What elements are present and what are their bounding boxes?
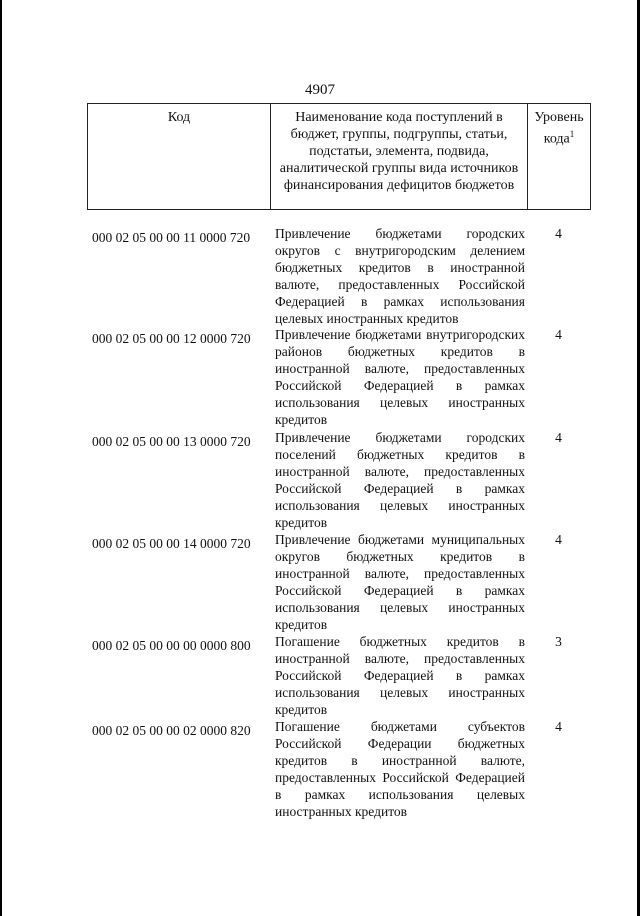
table-row [92,225,592,326]
row-level: 4 [555,327,562,342]
page-number: 4907 [305,82,335,98]
row-name: Привлечение бюджетами городских округов с внутригородским делением бюджетных кредитов в иностранной валюте, предоставленных Российской Федерацией в рамках использования целевых иностранных кредитов [275,226,525,326]
table-row [92,718,592,820]
header-level-footnote: 1 [569,129,575,139]
table-row [92,531,592,633]
header-level-label: Уровень кода [534,110,584,147]
row-level: 4 [555,226,562,241]
row-code: 000 02 05 00 00 12 0000 720 [92,331,251,346]
row-level: 4 [555,532,562,547]
row-name: Погашение бюджетами субъектов Российской Федерации бюджетных кредитов в иностранной валюте, предоставленных Российской Федерацией в рамках использования целевых иностранных кредитов [275,719,525,819]
row-level: 3 [555,634,562,649]
row-name: Привлечение бюджетами городских поселений бюджетных кредитов в иностранной валюте, предоставленных Российской Федерацией в рамках использования целевых иностранных кредитов [275,430,525,530]
row-level: 4 [555,719,562,734]
row-name: Погашение бюджетных кредитов в иностранной валюте, предоставленных Российской Федерацией в рамках использования целевых иностранных кредитов [275,634,525,717]
table-row [92,326,592,429]
row-code: 000 02 05 00 00 11 0000 720 [92,230,251,245]
row-name: Привлечение бюджетами муниципальных округов бюджетных кредитов в иностранной валюте, предоставленных Российской Федерацией в рамках использования целевых иностранных кредитов [275,532,525,632]
row-code: 000 02 05 00 00 02 0000 820 [92,723,251,738]
scan-border-left [0,0,2,916]
row-name: Привлечение бюджетами внутригородских районов бюджетных кредитов в иностранной валюте, предоставленных Российской Федерацией в рамках использования целевых иностранных кредитов [275,327,525,427]
header-level [528,104,590,209]
header-code: Код [88,104,271,209]
table-row [92,633,592,718]
row-code: 000 02 05 00 00 00 0000 800 [92,638,251,653]
table-header [87,103,591,210]
row-level: 4 [555,430,562,445]
row-code: 000 02 05 00 00 13 0000 720 [92,434,251,449]
table-body [92,225,592,820]
row-code: 000 02 05 00 00 14 0000 720 [92,536,251,551]
table-row [92,429,592,531]
header-name: Наименование кода поступлений в бюджет, группы, подгруппы, статьи, подстатьи, элемента, подвида, аналитической группы вида источников финансирования дефицитов бюджетов [271,104,528,209]
